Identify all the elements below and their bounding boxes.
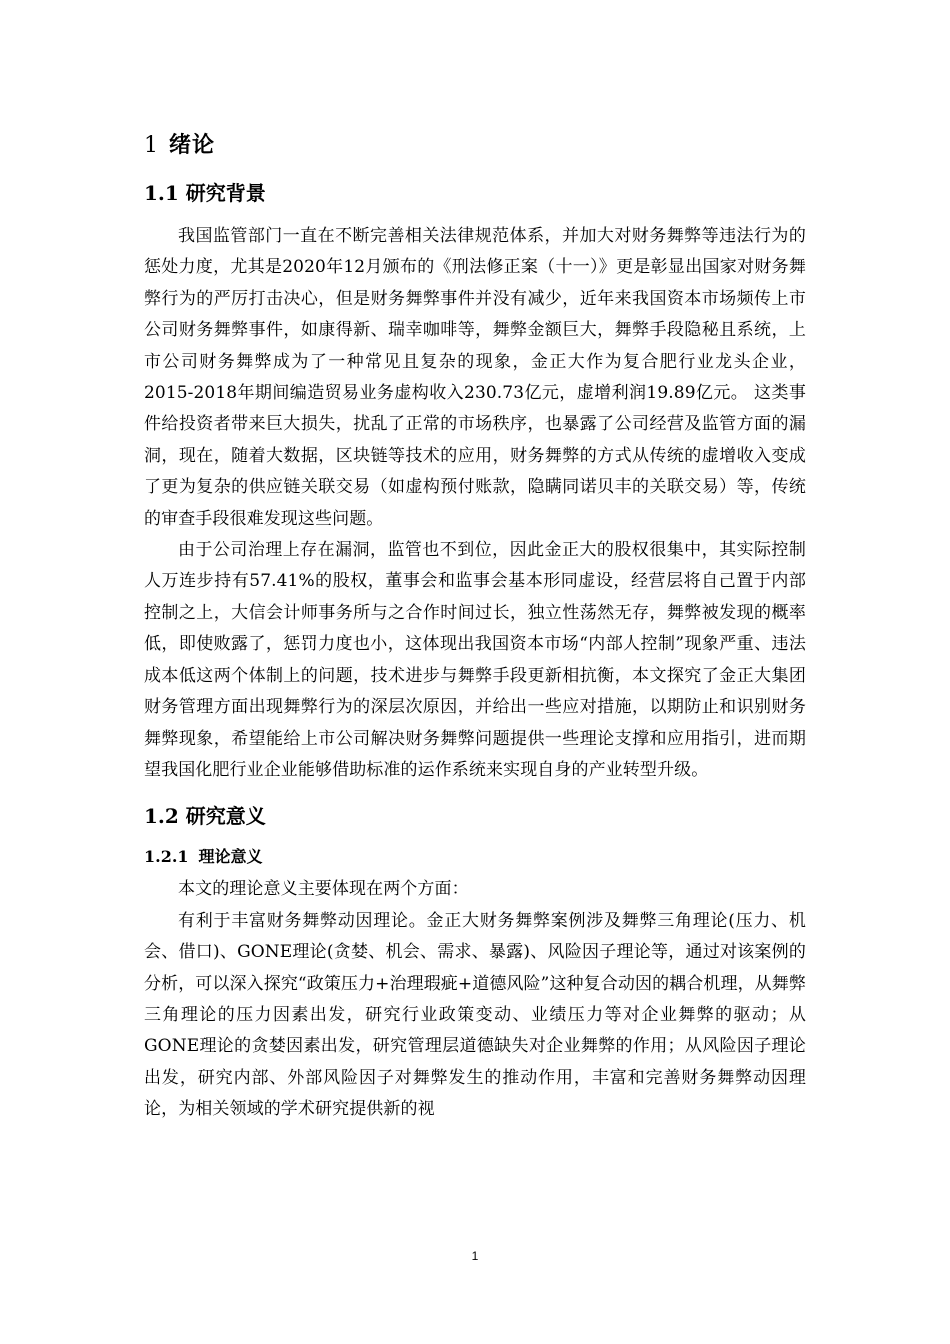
subsection-title: 理论意义 [198,847,263,867]
paragraph-background-1: 我国监管部门一直在不断完善相关法律规范体系，并加大对财务舞弊等违法行为的惩处力度，尤其是2020年12月颁布的《刑法修正案（十一）》更是彰显出国家对财务舞弊行为的严厉打击决心，但是财务舞弊事件并没有减少，近年来我国资本市场频传上市公司财务舞弊事件，如康得新、瑞幸咖啡等，舞弊金额巨大，舞弊手段隐秘且系统，上市公司财务舞弊成为了一种常见且复杂的现象，金正大作为复合肥行业龙头企业，2015-2018年期间编造贸易业务虚构收入230.73亿元，虚增利润19.89亿元。 这类事件给投资者带来巨大损失，扰乱了正常的市场秩序，也暴露了公司经营及监管方面的漏洞，现在，随着大数据，区块链等技术的应用，财务舞弊的方式从传统的虚增收入变成了更为复杂的供应链关联交易（如虚构预付账款，隐瞒同诺贝丰的关联交易）等，传统的审查手段很难发现这些问题。 [144,226,806,529]
subsection-number: 1.2.1 [144,847,189,867]
page-number: 1 [471,1249,479,1263]
section-heading-background: 1.1 研究背景 [144,181,266,205]
paragraph-background-2: 由于公司治理上存在漏洞，监管也不到位，因此金正大的股权很集中，其实际控制人万连步持有57.41%的股权，董事会和监事会基本形同虚设，经营层将自己置于内部控制之上，大信会计师事务所与之合作时间过长，独立性荡然无存，舞弊被发现的概率低，即使败露了，惩罚力度也小，这体现出我国资本市场“内部人控制”现象严重、违法成本低这两个体制上的问题，技术进步与舞弊手段更新相抗衡，本文探究了金正大集团财务管理方面出现舞弊行为的深层次原因，并给出一些应对措施，以期防止和识别财务舞弊现象，希望能给上市公司解决财务舞弊问题提供一些理论支撑和应用指引，进而期望我国化肥行业企业能够借助标准的运作系统来实现自身的产业转型升级。 [144,540,806,780]
chapter-title: 绪论 [169,132,216,158]
section-heading-significance: 1.2 研究意义 [144,804,266,829]
chapter-heading [144,128,806,163]
paragraph-theory-1: 有利于丰富财务舞弊动因理论。金正大财务舞弊案例涉及舞弊三角理论(压力、机会、借口)、GONE理论(贪婪、机会、需求、暴露)、风险因子理论等，通过对该案例的分析，可以深入探究“政策压力+治理瑕疵+道德风险”这种复合动因的耦合机理，从舞弊三角理论的压力因素出发，研究行业政策变动、业绩压力等对企业舞弊的驱动；从GONE理论的贪婪因素出发，研究管理层道德缺失对企业舞弊的作用；从风险因子理论出发，研究内部、外部风险因子对舞弊发生的推动作用，丰富和完善财务舞弊动因理论，为相关领域的学术研究提供新的视 [144,910,806,1120]
subsection-heading-theory [144,844,806,870]
chapter-number: 1 [144,133,159,158]
paragraph-theory-intro: 本文的理论意义主要体现在两个方面： [178,879,469,900]
